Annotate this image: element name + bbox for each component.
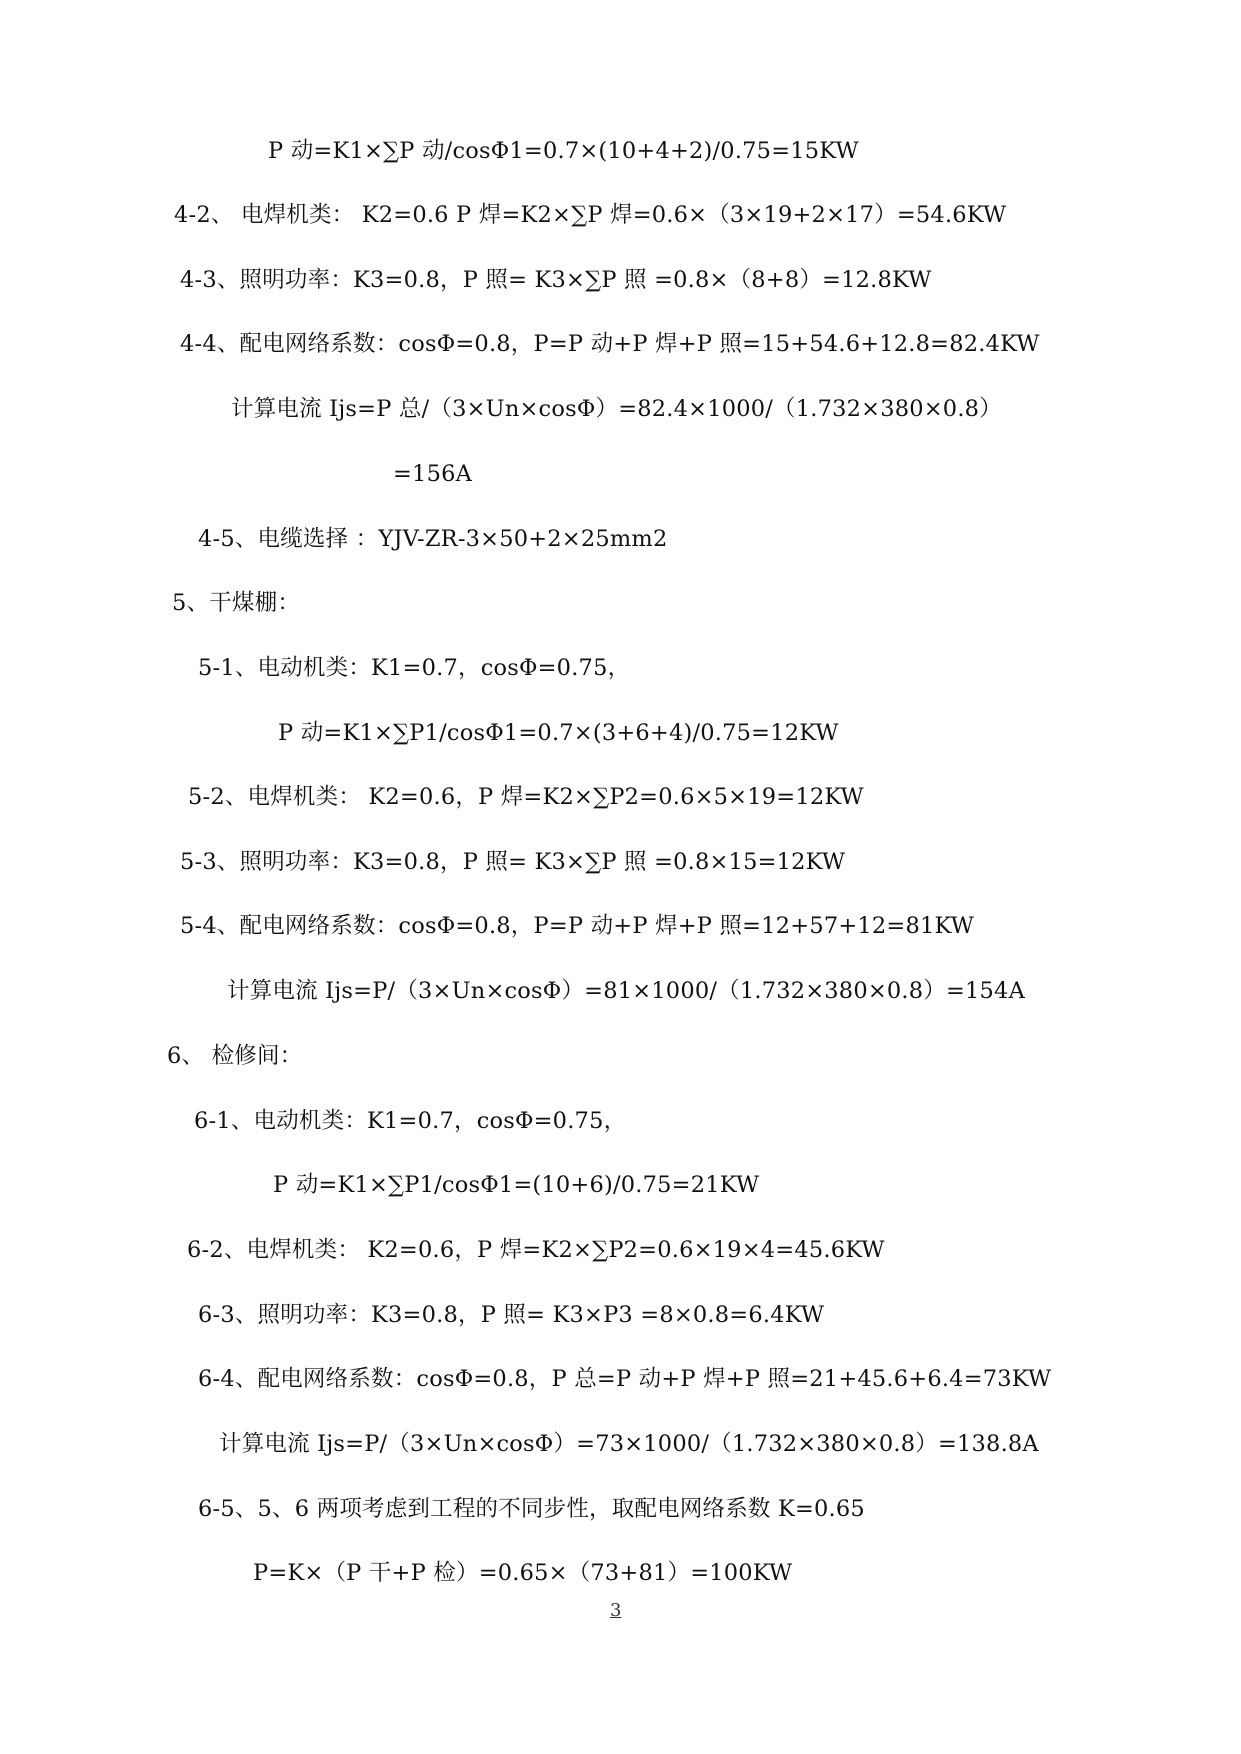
section-heading: 6、 检修间： (167, 1043, 303, 1069)
text-line: P 动=K1×∑P1/cosΦ1=(10+6)/0.75=21KW (273, 1172, 760, 1198)
text-line: 6-1、电动机类：K1=0.7，cosΦ=0.75， (194, 1108, 627, 1134)
text-line: 计算电流 Ijs=P 总/（3×Un×cosΦ）=82.4×1000/（1.732×380×0.8） (231, 396, 1002, 422)
text-line: 6-5、5、6 两项考虑到工程的不同步性，取配电网络系数 K=0.65 (198, 1496, 865, 1522)
text-line: P=K×（P 干+P 检）=0.65×（73+81）=100KW (253, 1560, 793, 1586)
text-line: P 动=K1×∑P 动/cosΦ1=0.7×(10+4+2)/0.75=15KW (268, 138, 859, 164)
text-line: 5-1、电动机类：K1=0.7，cosΦ=0.75， (198, 655, 631, 681)
text-line: 6-4、配电网络系数：cosΦ=0.8，P 总=P 动+P 焊+P 照=21+45.6+6.4=73KW (198, 1366, 1052, 1392)
text-line: 计算电流 Ijs=P/（3×Un×cosΦ）=73×1000/（1.732×380×0.8）=138.8A (219, 1431, 1039, 1457)
text-line: 4-5、电缆选择 ：YJV-ZR-3×50+2×25mm2 (198, 526, 668, 552)
text-line: 4-4、配电网络系数：cosΦ=0.8，P=P 动+P 焊+P 照=15+54.6+12.8=82.4KW (180, 331, 1040, 357)
text-line: =156A (393, 461, 473, 487)
text-line: 4-3、照明功率：K3=0.8，P 照= K3×∑P 照 =0.8×（8+8）=12.8KW (180, 267, 932, 293)
page-number: 3 (610, 1600, 622, 1621)
text-line: 6-3、照明功率：K3=0.8，P 照= K3×P3 =8×0.8=6.4KW (198, 1302, 825, 1328)
text-line: 5-2、电焊机类： K2=0.6，P 焊=K2×∑P2=0.6×5×19=12KW (188, 784, 864, 810)
text-line: 4-2、 电焊机类： K2=0.6 P 焊=K2×∑P 焊=0.6×（3×19+2×17）=54.6KW (174, 202, 1007, 228)
text-line: 5-3、照明功率：K3=0.8，P 照= K3×∑P 照 =0.8×15=12KW (180, 849, 846, 875)
text-line: 计算电流 Ijs=P/（3×Un×cosΦ）=81×1000/（1.732×380×0.8）=154A (227, 978, 1026, 1004)
text-line: 6-2、电焊机类： K2=0.6，P 焊=K2×∑P2=0.6×19×4=45.6KW (187, 1237, 885, 1263)
text-line: P 动=K1×∑P1/cosΦ1=0.7×(3+6+4)/0.75=12KW (278, 720, 839, 746)
text-line: 5-4、配电网络系数：cosΦ=0.8，P=P 动+P 焊+P 照=12+57+12=81KW (180, 913, 975, 939)
section-heading: 5、干煤棚： (172, 590, 301, 616)
